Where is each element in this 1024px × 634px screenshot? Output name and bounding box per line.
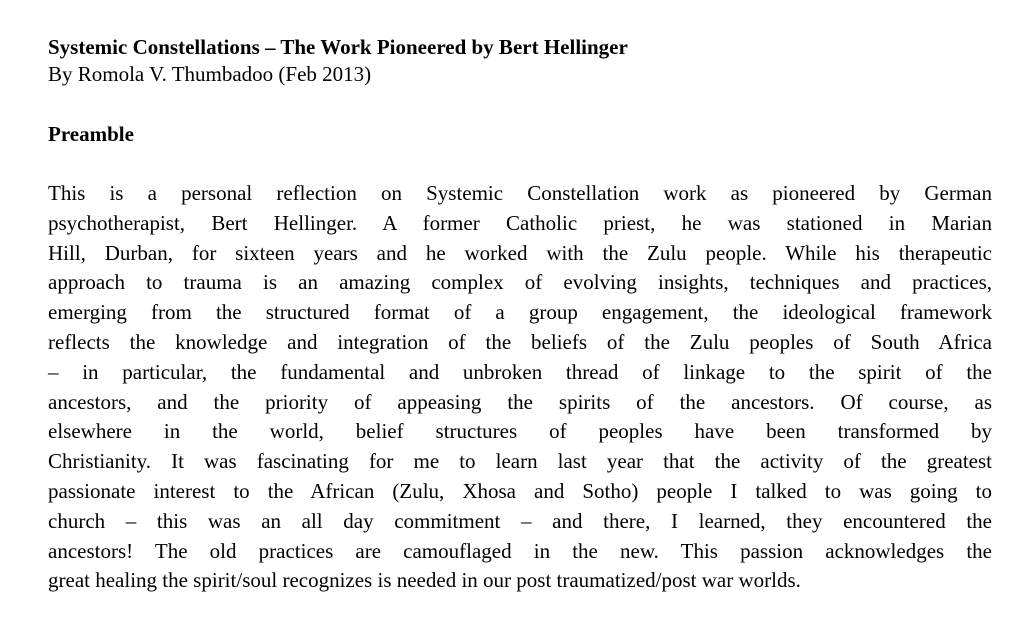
author-byline: By Romola V. Thumbadoo (Feb 2013) <box>48 62 372 86</box>
paragraph-line: passionate interest to the African (Zulu, Xhosa and Sotho) people I talked to was going to <box>48 478 992 503</box>
paragraph-line: Christianity. It was fascinating for me to learn last year that the activity of the greatest <box>48 449 992 474</box>
paragraph-line: elsewhere in the world, belief structures of peoples have been transformed by <box>48 419 992 444</box>
preamble-paragraph <box>48 179 992 596</box>
paragraph-line: – in particular, the fundamental and unbroken thread of linkage to the spirit of the <box>48 359 992 384</box>
paragraph-line: reflects the knowledge and integration of the beliefs of the Zulu peoples of South Africa <box>48 329 992 354</box>
paragraph-line: psychotherapist, Bert Hellinger. A former Catholic priest, he was stationed in Marian <box>48 210 992 235</box>
document-title: Systemic Constellations – The Work Pioneered by Bert Hellinger <box>48 35 628 59</box>
paragraph-line: approach to trauma is an amazing complex of evolving insights, techniques and practices, <box>48 270 992 295</box>
paragraph-line: emerging from the structured format of a group engagement, the ideological framework <box>48 300 992 325</box>
paragraph-line: church – this was an all day commitment – and there, I learned, they encountered the <box>48 508 992 533</box>
section-heading: Preamble <box>48 122 134 146</box>
paragraph-line: ancestors! The old practices are camouflaged in the new. This passion acknowledges the <box>48 538 992 563</box>
paragraph-line: Hill, Durban, for sixteen years and he worked with the Zulu people. While his therapeutic <box>48 240 992 265</box>
paragraph-line: This is a personal reflection on Systemic Constellation work as pioneered by German <box>48 181 992 205</box>
paragraph-line: great healing the spirit/soul recognizes is needed in our post traumatized/post war worlds. <box>48 568 801 593</box>
paragraph-line: ancestors, and the priority of appeasing the spirits of the ancestors. Of course, as <box>48 389 992 414</box>
